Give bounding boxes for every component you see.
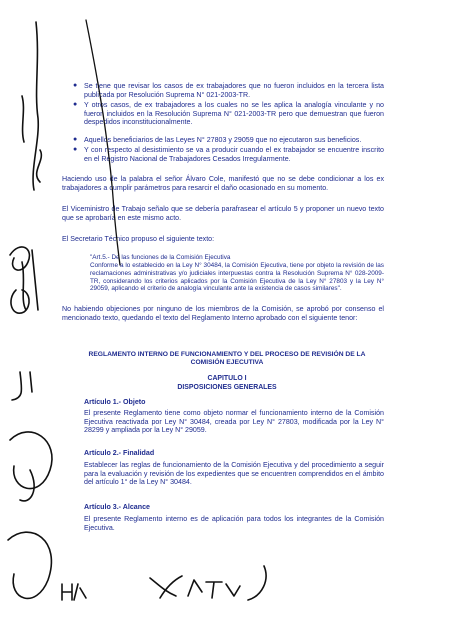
- chapter-number: CAPITULO I: [207, 375, 247, 382]
- bullet-icon: ●: [73, 136, 78, 143]
- quote-body: Conforme a lo establecido en la Ley N° 30484, la Comisión Ejecutiva, tiene por objeto la revisión de las reclamaciones administrativas y/o judiciales interpuestas contra la Resolución Suprema N° 028-2009-TR, considerando los criterios aplicados por la Comisión Ejecutiva de la Ley N° 27803 y la Ley N° 29059, aplicando el criterio de analogía vinculante ante la existencia de casos similares".: [90, 262, 384, 293]
- article-body: Establecer las reglas de funcionamiento de la Comisión Ejecutiva y del procedimiento a seguir para la evaluación y revisión de los expedientes que se encuentren comprendidos en el ámbito del artículo 1° de la Ley N° 30484.: [84, 461, 384, 487]
- paragraph-aprobado: No habiendo objeciones por ninguno de los miembros de la Comisión, se aprobó por consenso el mencionado texto, quedando el texto del Reglamento Interno aprobado con el siguiente tenor:: [62, 305, 384, 322]
- bullet-icon: ●: [73, 82, 78, 89]
- paragraph-viceministro: El Viceministro de Trabajo señalo que se debería parafrasear el artículo 5 y proponer un nuevo texto que se aprobaría en este mismo acto.: [62, 205, 384, 222]
- article-body: El presente Reglamento interno es de aplicación para todos los integrantes de la Comisión Ejecutiva.: [84, 515, 384, 532]
- article-body: El presente Reglamento tiene como objeto normar el funcionamiento interno de la Comisión Ejecutiva reactivada por Ley N° 30484, creada por Ley N° 27803, modificada por la Ley N° 28299 y ampliada por la Ley N° 29059.: [84, 409, 384, 435]
- paragraph-secretario: El Secretario Técnico propuso el siguiente texto:: [62, 235, 215, 243]
- article-heading: Artículo 1.- Objeto: [84, 398, 146, 406]
- article-heading: Artículo 2.- Finalidad: [84, 449, 155, 457]
- reglamento-title: REGLAMENTO INTERNO DE FUNCIONAMIENTO Y DEL PROCESO DE REVISIÓN DE LA COMISIÓN EJECUTIVA: [88, 351, 366, 367]
- article-heading: Artículo 3.- Alcance: [84, 503, 150, 511]
- chapter-title: DISPOSICIONES GENERALES: [177, 384, 277, 391]
- bullet-item: ● Se tiene que revisar los casos de ex trabajadores que no fueron incluidos en la tercera lista publicada por Resolución Suprema N° 021-2003-TR.: [73, 82, 384, 99]
- bullet-item: ● Aquellos beneficiarios de las Leyes N° 27803 y 29059 que no ejecutaron sus beneficios.: [73, 136, 362, 144]
- bullet-item: ● Y con respecto al desistimiento se va a producir cuando el ex trabajador se encuentre inscrito en el Registro Nacional de Trabajadores Cesados Irregularmente.: [73, 146, 384, 163]
- margin-signature-stroke: [33, 22, 38, 190]
- bullet-icon: ●: [73, 146, 78, 153]
- quote-title: "Art.5.- De las funciones de la Comisión Ejecutiva: [90, 254, 231, 261]
- paragraph-cole: Haciendo uso de la palabra el señor Álvaro Cole, manifestó que no se debe condicionar a los ex trabajadores a cumplir parámetros para resarcir el daño ocasionado en su momento.: [62, 175, 384, 192]
- bullet-icon: ●: [73, 101, 78, 108]
- bullet-item: ● Y otros casos, de ex trabajadores a los cuales no se les aplica la analogía vinculante y no fueron incluidos en la Resolución Suprema N° 021-2003-TR pero que demuestran que fueron despedidos inconstitucionalmente.: [73, 101, 384, 127]
